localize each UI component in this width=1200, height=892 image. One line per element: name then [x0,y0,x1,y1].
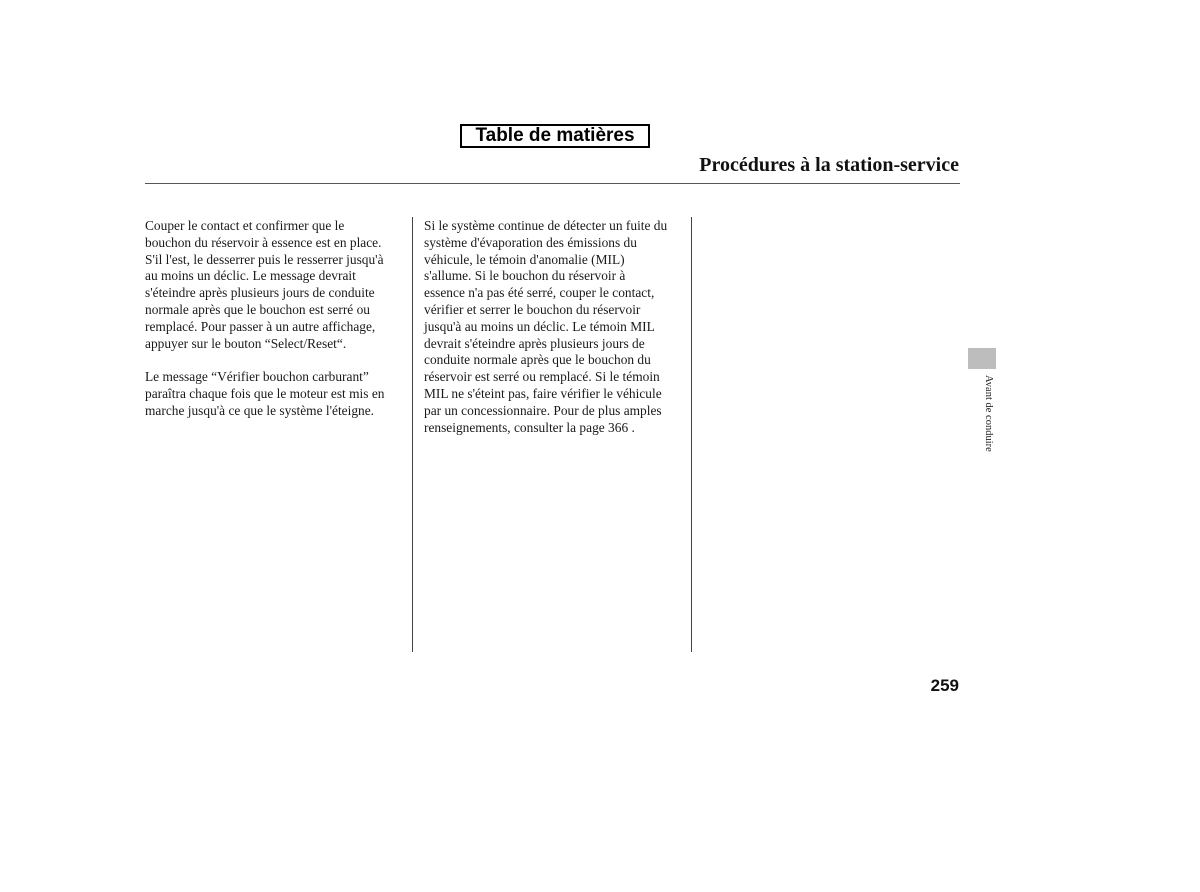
text-line: réservoir est serré ou remplacé. Si le témoin [424,369,660,385]
text-line: Le message “Vérifier bouchon carburant” [145,369,369,385]
text-line: paraîtra chaque fois que le moteur est mis en [145,385,385,401]
paragraph [145,218,405,352]
text-line: système d'évaporation des émissions du [424,234,637,250]
section-title: Procédures à la station-service [699,154,959,176]
text-line: bouchon du réservoir à essence est en place. [145,234,382,250]
text-line: S'il l'est, le desserrer puis le resserrer jusqu'à [145,251,384,267]
text-line: vérifier et serrer le bouchon du réservoir [424,301,641,317]
chapter-tab-marker [968,348,996,369]
paragraph [424,218,686,436]
text-line: normale après que le bouchon est serré ou [145,301,370,317]
column-divider [691,217,692,652]
text-line: devrait s'éteindre après plusieurs jours de [424,335,645,351]
page-number: 259 [930,676,959,695]
text-column-left [145,218,405,436]
text-line: au moins un déclic. Le message devrait [145,268,356,284]
text-line: appuyer sur le bouton “Select/Reset“. [145,335,347,351]
text-line: Si le système continue de détecter un fuite du [424,218,668,233]
column-divider [412,217,413,652]
chapter-tab-label: Avant de conduire [983,375,994,452]
text-line: s'éteindre après plusieurs jours de conduite [145,285,375,301]
text-line: essence n'a pas été serré, couper le contact, [424,285,655,301]
text-line: par un concessionnaire. Pour de plus amples [424,402,662,418]
text-line: marche jusqu'à ce que le système l'éteigne. [145,402,375,418]
table-of-contents-button[interactable] [460,124,650,148]
text-line: jusqu'à au moins un déclic. Le témoin MIL [424,318,655,334]
text-line: renseignements, consulter la page 366 . [424,419,635,435]
text-line: Couper le contact et confirmer que le [145,218,345,233]
text-line: conduite normale après que le bouchon du [424,352,651,368]
text-line: MIL ne s'éteint pas, faire vérifier le véhicule [424,385,662,401]
text-line: remplacé. Pour passer à un autre affichage, [145,318,376,334]
text-column-middle [424,218,686,453]
text-line: véhicule, le témoin d'anomalie (MIL) [424,251,625,267]
text-line: s'allume. Si le bouchon du réservoir à [424,268,626,284]
paragraph [145,369,405,419]
table-of-contents-label: Table de matières [475,125,635,146]
header-divider [145,183,960,184]
